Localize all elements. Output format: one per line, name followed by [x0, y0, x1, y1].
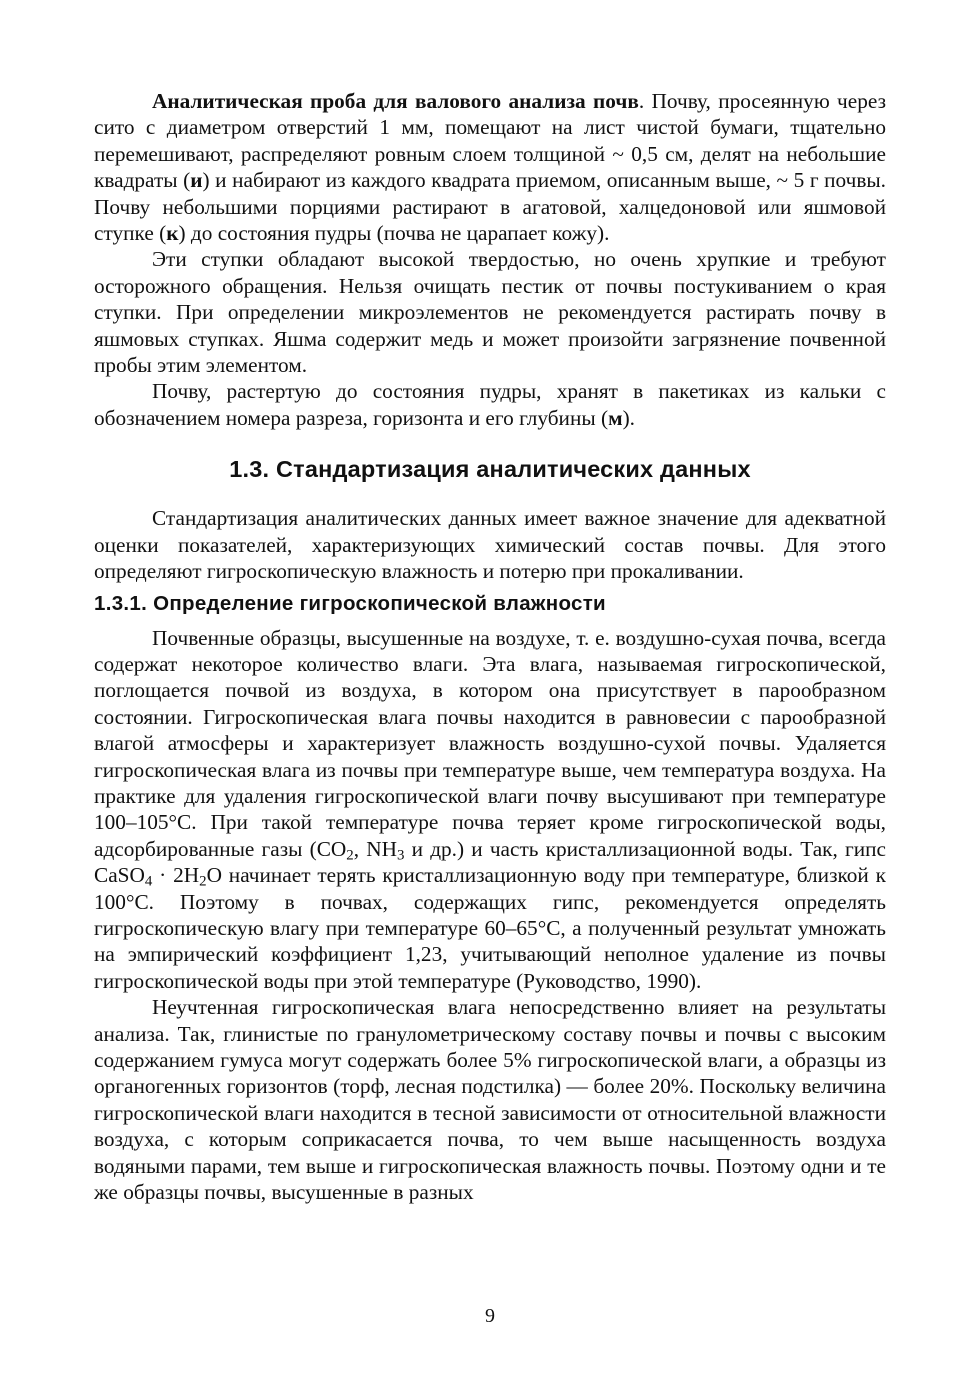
subscript: 4: [144, 873, 153, 890]
paragraph-lead: Аналитическая проба для валового анализа почв: [152, 89, 639, 113]
text: и др.) и часть кристаллизационной воды. Так, гипс CaSO: [94, 836, 886, 888]
text: O начинает терять кристаллизационную воду при температуре, близкой к 100°С. Поэтому в почвах, содержащих гипс, рекомендуется определять гигроскопическую влагу при температуре 60–65°С, а полученный результат умножать на эмпирический коэффициент 1,23, учитывающий неполное удаление из почвы гигроскопической воды при этой температуре (Руководство, 1990).: [94, 863, 886, 993]
text: ) до состояния пудры (почва не царапает кожу).: [178, 221, 610, 246]
subscript: 3: [397, 847, 405, 864]
text: ) и набирают из каждого квадрата приемом, описанным выше, ~ 5 г почвы. Почву небольшими порциями растирают в агатовой, халцедоновой или яшмовой ступке (: [94, 168, 887, 246]
section-title: 1.3. Стандартизация аналитических данных: [229, 456, 751, 483]
subsection-title: 1.3.1. Определение гигроскопической влажности: [94, 591, 606, 615]
paragraph-mortars: Эти ступки обладают высокой твердостью, но очень хрупкие и требуют осторожного обращения. Нельзя очищать пестик от почвы постукиванием о края ступки. При определении микроэлементов не рекомендуется растирать почву в яшмовых ступках. Яшма содержит медь и может произойти загрязнение почвенной пробы этим элементом.: [94, 247, 886, 378]
marker: и: [190, 168, 203, 193]
text: . Почву, просеянную через сито с диаметром отверстий 1 мм, помещают на лист чистой бумаги, тщательно перемешивают, распределяют ровным слоем толщиной ~ 0,5 см, делят на небольшие квадраты (: [94, 89, 886, 193]
subscript: 2: [199, 873, 207, 890]
text: Почву, растертую до состояния пудры, хранят в пакетиках из кальки с обозначением номера разреза, горизонта и его глубины (: [94, 379, 886, 430]
paragraph-storage: [94, 378, 886, 431]
text: Почвенные образцы, высушенные на воздухе, т. е. воздушно-сухая почва, всегда содержат некоторое количество влаги. Эта влага, называемая гигроскопической, поглощается почвой из воздуха, в котором она присутствует в парообразном состоянии. Гигроскопическая влага почвы находится в равновесии с парообразной влагой атмосферы и характеризует влажность воздушно-сухой почвы. Удаляется гигроскопическая влага из почвы при температуре выше, чем температура воздуха. На практике для удаления гигроскопической влаги почву высушивают при температуре 100–105°С. При такой температуре почва теряет кроме гигроскопической воды, адсорбированные газы (CO: [94, 625, 886, 861]
page-content: [94, 88, 886, 1205]
text: ).: [622, 405, 636, 430]
text: , NH: [353, 836, 397, 861]
paragraph-standardization: Стандартизация аналитических данных имеет важное значение для адекватной оценки показателей, характеризующих химический состав почвы. Для этого определяют гигроскопическую влажность и потерю при прокаливании.: [94, 506, 886, 584]
marker: к: [166, 221, 179, 246]
page-number: 9: [485, 1305, 495, 1327]
text: · 2H: [152, 863, 200, 888]
paragraph-unaccounted-moisture: Неучтенная гигроскопическая влага непосредственно влияет на результаты анализа. Так, глинистые по гранулометрическому составу почвы и почвы с высоким содержанием гумуса могут содержать более 5% гигроскопической влаги, а образцы из органогенных горизонтов (торф, лесная подстилка) — более 20%. Поскольку величина гигроскопической влаги находится в тесной зависимости от относительной влажности воздуха, с которым соприкасается почва, то чем выше насыщенность воздуха водяными парами, тем выше и гигроскопическая влажность почвы. Поэтому одни и те же образцы почвы, высушенные в разных: [94, 995, 886, 1205]
paragraph-analytical-sample: [94, 88, 886, 246]
subscript: 2: [346, 847, 354, 864]
paragraph-hygroscopic-moisture: [94, 625, 886, 995]
marker: м: [608, 405, 623, 430]
